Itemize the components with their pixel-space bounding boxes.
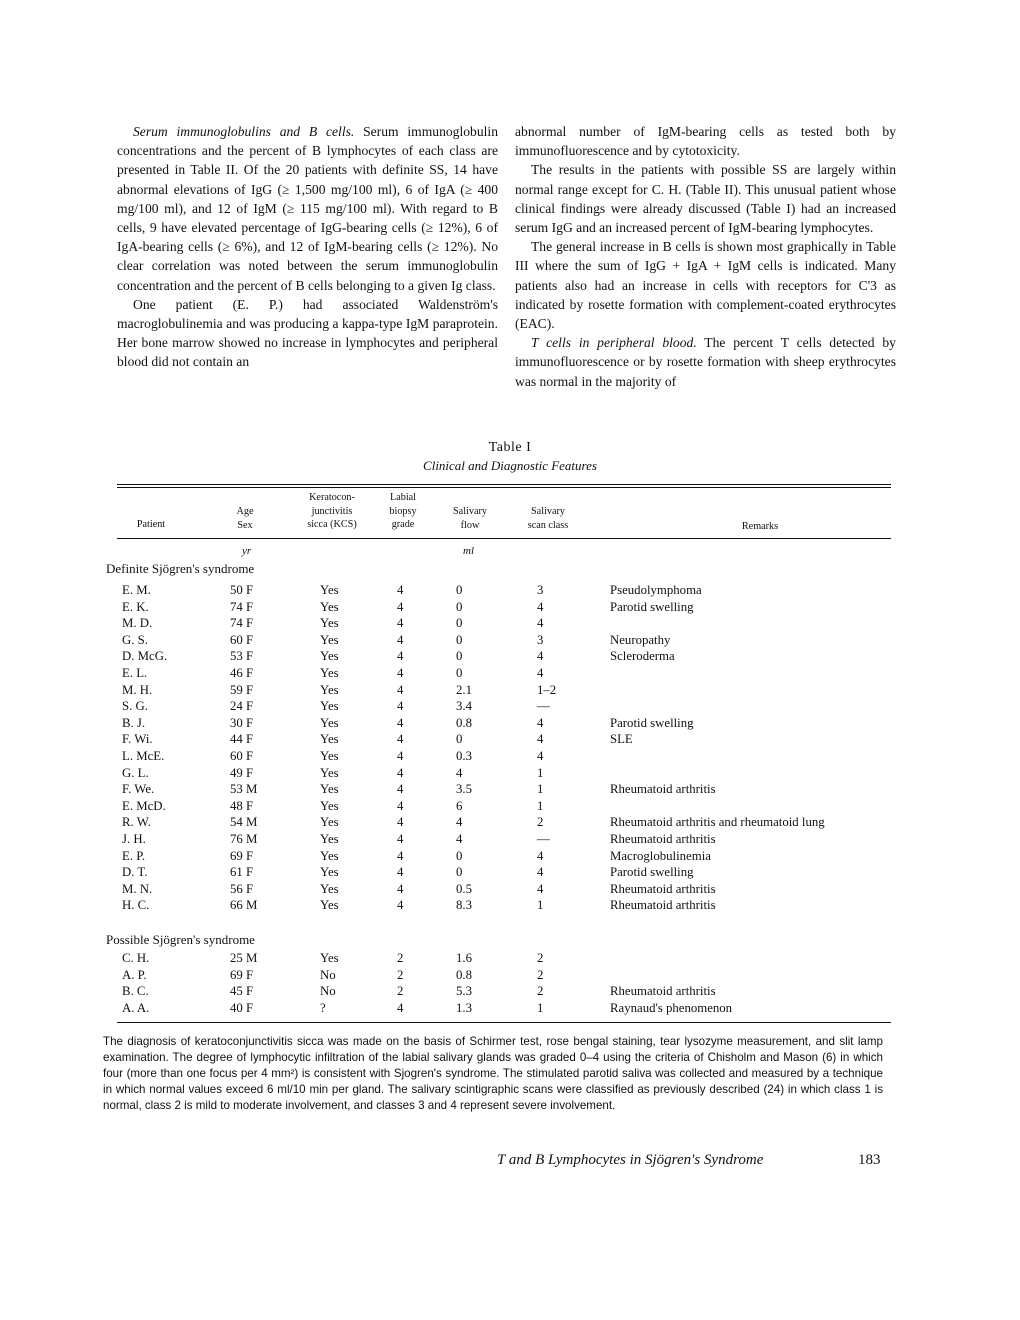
cell-remarks: Rheumatoid arthritis and rheumatoid lung: [610, 815, 825, 830]
table-row: [0, 583, 1020, 600]
cell-remarks: Parotid swelling: [610, 865, 694, 880]
cell-remarks: Rheumatoid arthritis: [610, 881, 716, 896]
cell-scan-class: 3: [537, 632, 544, 647]
cell-kcs: Yes: [320, 666, 339, 680]
cell-labial-grade: 4: [397, 632, 404, 647]
cell-salivary-flow: 0.8: [456, 967, 472, 982]
cell-patient: E. M.: [122, 583, 151, 597]
cell-remarks: Raynaud's phenomenon: [610, 1000, 733, 1015]
cell-scan-class: 4: [537, 599, 544, 614]
table-row: [0, 815, 1020, 832]
cell-remarks: Macroglobulinemia: [610, 848, 711, 863]
cell-labial-grade: 2: [397, 951, 404, 965]
cell-kcs: Yes: [320, 881, 339, 896]
cell-salivary-flow: 6: [456, 798, 463, 813]
cell-age-sex: 53 F: [230, 649, 254, 664]
table-bottom-rule: [117, 1022, 891, 1023]
cell-age-sex: 66 M: [230, 898, 258, 913]
cell-scan-class: 3: [537, 583, 544, 597]
cell-remarks: Parotid swelling: [610, 715, 694, 730]
header-patient: Patient: [136, 519, 166, 530]
cell-kcs: No: [320, 967, 336, 982]
cell-age-sex: 49 F: [230, 765, 254, 780]
cell-age-sex: 44 F: [230, 732, 254, 747]
body-column-left: [117, 122, 498, 372]
cell-scan-class: 2: [537, 815, 544, 830]
cell-labial-grade: 4: [397, 699, 404, 714]
cell-patient: L. McE.: [122, 749, 165, 763]
table-row: [0, 849, 1020, 866]
cell-scan-class: 4: [537, 881, 544, 896]
cell-labial-grade: 4: [397, 881, 404, 896]
table-row: [0, 666, 1020, 683]
cell-age-sex: 40 F: [230, 1000, 254, 1015]
table-row: [0, 749, 1020, 766]
cell-labial-grade: 4: [397, 666, 404, 680]
cell-kcs: Yes: [320, 765, 339, 780]
cell-salivary-flow: 1.3: [456, 1000, 472, 1015]
cell-remarks: Neuropathy: [610, 632, 671, 647]
cell-kcs: Yes: [320, 848, 339, 863]
cell-kcs: Yes: [320, 715, 339, 730]
table-footnote: The diagnosis of keratoconjunctivitis sicca was made on the basis of Schirmer test, rose bengal staining, tear lysozyme measurement, and slit lamp examination. The degree of lymphocytic infiltration of the labial salivary glands was graded 0–4 using the criteria of Chisholm and Mason (6) in which four (more than one focus per 4 mm²) is consistent with Sjogren's syndrome. The stimulated parotid saliva was collected and measured by a technique in which normal values exceed 6 ml/10 min per gland. The salivary scintigraphic scans were classified as previously described (24) in which class 1 is normal, class 2 is mild to moderate involvement, and classes 3 and 4 represent severe involvement.: [103, 1035, 883, 1112]
cell-remarks: Parotid swelling: [610, 599, 694, 614]
table-row: [0, 766, 1020, 783]
cell-patient: E. P.: [122, 848, 146, 863]
cell-salivary-flow: 8.3: [456, 898, 472, 913]
header-salivary-flow: Salivary flow: [453, 506, 487, 531]
cell-labial-grade: 4: [397, 865, 404, 880]
cell-labial-grade: 4: [397, 815, 404, 830]
cell-kcs: Yes: [320, 583, 339, 597]
cell-salivary-flow: 0: [456, 599, 463, 614]
paragraph-text: The percent T cells detected by immunofluorescence or by rosette formation with sheep erythrocytes was normal in the majority of: [515, 335, 896, 389]
cell-age-sex: 54 M: [230, 815, 258, 830]
cell-age-sex: 25 M: [230, 951, 258, 965]
cell-labial-grade: 4: [397, 583, 404, 597]
cell-salivary-flow: 4: [456, 832, 463, 846]
cell-patient: D. McG.: [122, 649, 168, 664]
cell-kcs: Yes: [320, 782, 339, 797]
cell-salivary-flow: 3.4: [456, 699, 472, 714]
cell-remarks: Rheumatoid arthritis: [610, 832, 716, 846]
cell-labial-grade: 4: [397, 732, 404, 747]
cell-salivary-flow: 0: [456, 649, 463, 664]
table-row: [0, 633, 1020, 650]
cell-salivary-flow: 0: [456, 583, 463, 597]
cell-kcs: No: [320, 984, 336, 999]
cell-remarks: SLE: [610, 732, 633, 747]
body-column-right: [515, 122, 896, 391]
cell-age-sex: 48 F: [230, 798, 254, 813]
cell-age-sex: 60 F: [230, 749, 254, 763]
table-row: [0, 951, 1020, 968]
cell-salivary-flow: 0.5: [456, 881, 472, 896]
cell-patient: H. C.: [122, 898, 150, 913]
cell-scan-class: 1: [537, 765, 544, 780]
header-remarks: Remarks: [741, 521, 779, 532]
table-row: [0, 732, 1020, 749]
cell-patient: D. T.: [122, 865, 148, 880]
cell-scan-class: 4: [537, 749, 544, 763]
cell-age-sex: 74 F: [230, 616, 254, 631]
cell-remarks: Rheumatoid arthritis: [610, 984, 716, 999]
paragraph-b-cell-increase: The general increase in B cells is shown most graphically in Table III where the sum of IgG + IgA + IgM cells is indicated. Many patients also had an increase in cells with receptors for C'3 as indicated by rosette formation with complement-coated erythrocytes (EAC).: [515, 239, 896, 332]
header-kcs: Keratocon- junctivitis sicca (KCS): [307, 492, 357, 531]
cell-patient: M. H.: [122, 682, 153, 697]
cell-kcs: Yes: [320, 699, 339, 714]
cell-kcs: Yes: [320, 732, 339, 747]
table-subtitle: Clinical and Diagnostic Features: [423, 458, 597, 473]
group-possible-ss: Possible Sjögren's syndrome: [106, 932, 255, 947]
cell-patient: A. P.: [122, 967, 147, 982]
cell-kcs: Yes: [320, 798, 339, 813]
cell-patient: A. A.: [122, 1000, 150, 1015]
cell-kcs: Yes: [320, 815, 339, 830]
table-row: [0, 832, 1020, 849]
cell-scan-class: 4: [537, 865, 544, 880]
cell-labial-grade: 4: [397, 749, 404, 763]
cell-scan-class: 1: [537, 1000, 544, 1015]
table-row: [0, 984, 1020, 1001]
cell-scan-class: 1: [537, 782, 544, 797]
page-number: 183: [858, 1152, 881, 1168]
table-row: [0, 616, 1020, 633]
cell-age-sex: 46 F: [230, 666, 254, 680]
cell-labial-grade: 2: [397, 984, 404, 999]
header-salivary-scan: Salivary scan class: [527, 506, 569, 531]
cell-kcs: Yes: [320, 682, 339, 697]
paragraph-t-cells: [515, 333, 896, 391]
cell-age-sex: 61 F: [230, 865, 254, 880]
table-row: [0, 882, 1020, 899]
cell-patient: F. We.: [122, 782, 155, 797]
table-row: [0, 699, 1020, 716]
paragraph-possible-ss: The results in the patients with possible SS are largely within normal range except for C. H. (Table II). This unusual patient whose clinical findings were already discussed (Table I) had an increased serum IgG and an increased percent of IgM-bearing lymphocytes.: [515, 162, 896, 236]
cell-salivary-flow: 0.3: [456, 749, 472, 763]
cell-age-sex: 76 M: [230, 832, 258, 846]
table-row: [0, 1001, 1020, 1018]
header-labial-biopsy: Labial biopsy grade: [389, 492, 417, 531]
cell-scan-class: 4: [537, 666, 544, 680]
paragraph-continued: abnormal number of IgM-bearing cells as tested both by immunofluorescence and by cytotoxicity.: [515, 124, 896, 159]
cell-scan-class: 4: [537, 715, 544, 730]
cell-kcs: Yes: [320, 632, 339, 647]
cell-patient: B. C.: [122, 984, 149, 999]
cell-age-sex: 56 F: [230, 881, 254, 896]
cell-labial-grade: 2: [397, 967, 404, 982]
cell-kcs: Yes: [320, 599, 339, 614]
cell-kcs: Yes: [320, 749, 339, 763]
cell-remarks: Rheumatoid arthritis: [610, 782, 716, 797]
cell-patient: E. L.: [122, 666, 148, 680]
cell-scan-class: 2: [537, 951, 544, 965]
table-row: [0, 799, 1020, 816]
cell-salivary-flow: 0.8: [456, 715, 472, 730]
paragraph-patient-ep: One patient (E. P.) had associated Waldenström's macroglobulinemia and was producing a kappa-type IgM paraprotein. Her bone marrow showed no increase in lymphocytes and peripheral blood did not contain an: [117, 296, 498, 370]
cell-age-sex: 50 F: [230, 583, 254, 597]
cell-age-sex: 69 F: [230, 967, 254, 982]
cell-labial-grade: 4: [397, 848, 404, 863]
cell-salivary-flow: 0: [456, 848, 463, 863]
cell-salivary-flow: 1.6: [456, 951, 472, 965]
cell-labial-grade: 4: [397, 765, 404, 780]
cell-salivary-flow: 0: [456, 632, 463, 647]
cell-scan-class: 1–2: [537, 682, 557, 697]
cell-labial-grade: 4: [397, 715, 404, 730]
cell-scan-class: 4: [537, 732, 544, 747]
paragraph-serum-immunoglobulins: [117, 122, 498, 295]
cell-patient: E. McD.: [122, 798, 166, 813]
cell-patient: S. G.: [122, 699, 148, 714]
unit-age: yr: [242, 545, 252, 557]
cell-salivary-flow: 2.1: [456, 682, 472, 697]
cell-salivary-flow: 3.5: [456, 782, 472, 797]
cell-patient: M. D.: [122, 616, 153, 631]
cell-labial-grade: 4: [397, 1000, 404, 1015]
cell-patient: B. J.: [122, 715, 146, 730]
cell-scan-class: 4: [537, 848, 544, 863]
table-row: [0, 649, 1020, 666]
group-definite-ss: Definite Sjögren's syndrome: [106, 561, 255, 576]
section-heading-serum: Serum immunoglobulins and B cells.: [133, 124, 355, 139]
table-top-rule-double: [117, 487, 891, 488]
cell-labial-grade: 4: [397, 682, 404, 697]
cell-age-sex: 69 F: [230, 848, 254, 863]
cell-salivary-flow: 0: [456, 616, 463, 631]
table-row: [0, 600, 1020, 617]
cell-scan-class: 4: [537, 616, 544, 631]
cell-salivary-flow: 0: [456, 666, 463, 680]
table-row: [0, 898, 1020, 915]
cell-scan-class: 2: [537, 984, 544, 999]
table-row: [0, 865, 1020, 882]
cell-kcs: Yes: [320, 616, 339, 631]
cell-labial-grade: 4: [397, 616, 404, 631]
cell-salivary-flow: 5.3: [456, 984, 472, 999]
cell-age-sex: 30 F: [230, 715, 254, 730]
cell-salivary-flow: 0: [456, 865, 463, 880]
cell-scan-class: 2: [537, 967, 544, 982]
unit-flow: ml: [463, 545, 474, 557]
cell-labial-grade: 4: [397, 798, 404, 813]
table-row: [0, 782, 1020, 799]
cell-kcs: Yes: [320, 649, 339, 664]
cell-patient: F. Wi.: [122, 732, 153, 747]
cell-patient: R. W.: [122, 815, 151, 830]
running-head: T and B Lymphocytes in Sjögren's Syndrome: [497, 1152, 764, 1168]
cell-age-sex: 24 F: [230, 699, 254, 714]
cell-scan-class: —: [537, 832, 550, 846]
table-top-rule: [117, 484, 891, 485]
table-row: [0, 968, 1020, 985]
cell-kcs: Yes: [320, 951, 339, 965]
header-age-sex: Age Sex: [236, 506, 254, 531]
cell-scan-class: 1: [537, 798, 544, 813]
table-row: [0, 716, 1020, 733]
cell-patient: C. H.: [122, 951, 150, 965]
cell-age-sex: 59 F: [230, 682, 254, 697]
cell-patient: E. K.: [122, 599, 149, 614]
cell-labial-grade: 4: [397, 649, 404, 664]
cell-age-sex: 74 F: [230, 599, 254, 614]
cell-scan-class: —: [537, 699, 550, 714]
cell-kcs: Yes: [320, 865, 339, 880]
cell-age-sex: 53 M: [230, 782, 258, 797]
cell-salivary-flow: 4: [456, 765, 463, 780]
header-rule: [117, 538, 891, 539]
cell-labial-grade: 4: [397, 599, 404, 614]
cell-remarks: Pseudolymphoma: [610, 583, 702, 597]
paragraph-text: Serum immunoglobulin concentrations and the percent of B lymphocytes of each class are presented in Table II. Of the 20 patients with definite SS, 14 have abnormal elevations of IgG (≥ 1,500 mg/100 ml), 6 of IgA (≥ 400 mg/100 ml), and 12 of IgM (≥ 115 mg/100 ml). With regard to B cells, 9 have elevated percentage of IgG-bearing cells (≥ 12%), 6 of IgA-bearing cells (≥ 6%), and 12 of IgM-bearing cells (≥ 12%). No clear correlation was noted between the serum immunoglobulin concentration and the percent of B cells belonging to a given Ig class.: [117, 124, 498, 293]
table-row: [0, 683, 1020, 700]
cell-labial-grade: 4: [397, 898, 404, 913]
cell-salivary-flow: 4: [456, 815, 463, 830]
cell-patient: J. H.: [122, 832, 146, 846]
cell-kcs: Yes: [320, 898, 339, 913]
cell-patient: G. L.: [122, 765, 149, 780]
cell-patient: M. N.: [122, 881, 153, 896]
cell-salivary-flow: 0: [456, 732, 463, 747]
cell-patient: G. S.: [122, 632, 148, 647]
cell-remarks: Scleroderma: [610, 649, 675, 664]
table-title: Table I: [488, 440, 532, 455]
cell-scan-class: 1: [537, 898, 544, 913]
cell-labial-grade: 4: [397, 782, 404, 797]
cell-remarks: Rheumatoid arthritis: [610, 898, 716, 913]
section-heading-t-cells: T cells in peripheral blood.: [531, 335, 697, 351]
cell-age-sex: 45 F: [230, 984, 254, 999]
cell-scan-class: 4: [537, 649, 544, 664]
cell-labial-grade: 4: [397, 832, 404, 846]
cell-age-sex: 60 F: [230, 632, 254, 647]
cell-kcs: Yes: [320, 832, 339, 846]
cell-kcs: ?: [320, 1000, 326, 1015]
